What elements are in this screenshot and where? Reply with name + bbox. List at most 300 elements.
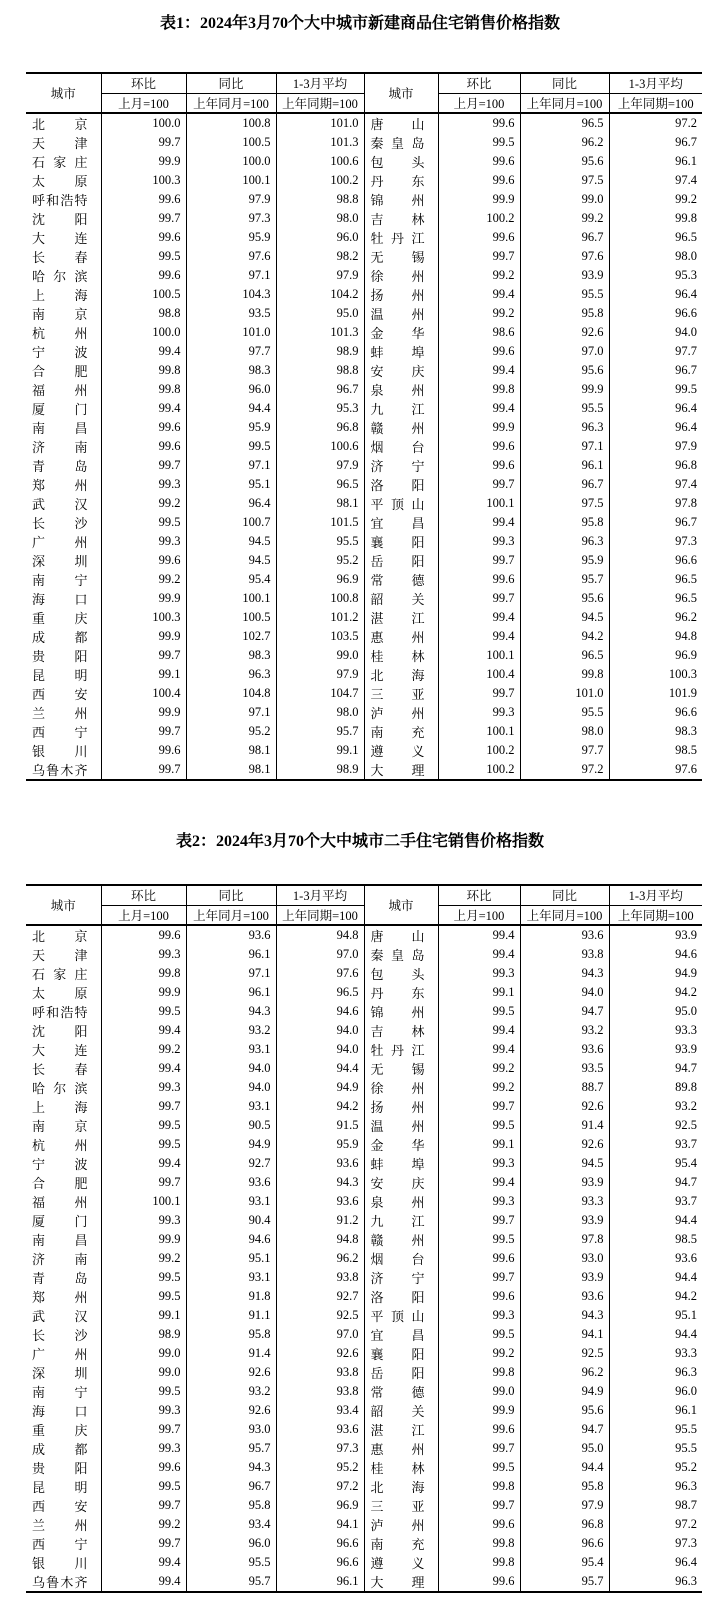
value-cell: 96.6 <box>609 551 702 570</box>
value-cell: 97.5 <box>520 494 609 513</box>
value-cell: 94.8 <box>276 1230 364 1249</box>
value-cell: 99.1 <box>438 983 520 1002</box>
value-cell: 93.7 <box>609 1135 702 1154</box>
value-cell: 99.4 <box>438 285 520 304</box>
value-cell: 99.7 <box>101 456 186 475</box>
city-cell: 石家庄 <box>32 967 88 982</box>
city-cell: 大连 <box>32 1043 88 1058</box>
city-cell: 无锡 <box>364 1059 438 1078</box>
city-cell: 韶关 <box>364 1401 438 1420</box>
value-cell: 97.2 <box>609 1515 702 1534</box>
value-cell: 93.5 <box>186 304 276 323</box>
value-cell: 88.7 <box>520 1078 609 1097</box>
value-cell: 97.3 <box>609 1534 702 1553</box>
table-row <box>26 247 702 266</box>
value-cell: 99.6 <box>438 1515 520 1534</box>
value-cell: 97.0 <box>276 1325 364 1344</box>
value-cell: 100.2 <box>276 171 364 190</box>
table-row <box>26 1116 702 1135</box>
value-cell: 99.3 <box>438 1192 520 1211</box>
city-cell: 北京 <box>32 117 88 132</box>
table-row <box>26 1382 702 1401</box>
value-cell: 97.9 <box>609 437 702 456</box>
city-cell: 南宁 <box>32 1385 88 1400</box>
value-cell: 99.5 <box>438 1002 520 1021</box>
value-cell: 95.8 <box>520 1477 609 1496</box>
value-cell: 101.3 <box>276 323 364 342</box>
city-cell: 遵义 <box>364 1553 438 1572</box>
value-cell: 94.5 <box>520 608 609 627</box>
value-cell: 99.9 <box>438 418 520 437</box>
value-cell: 94.4 <box>609 1211 702 1230</box>
value-cell: 95.3 <box>609 266 702 285</box>
value-cell: 94.7 <box>609 1059 702 1078</box>
value-cell: 94.6 <box>186 1230 276 1249</box>
value-cell: 92.6 <box>520 323 609 342</box>
value-cell: 93.0 <box>186 1420 276 1439</box>
value-cell: 95.5 <box>186 1553 276 1572</box>
value-cell: 96.3 <box>186 665 276 684</box>
value-cell: 99.4 <box>101 1154 186 1173</box>
value-cell: 95.5 <box>520 703 609 722</box>
value-cell: 96.5 <box>276 983 364 1002</box>
value-cell: 96.6 <box>276 1553 364 1572</box>
value-cell: 95.2 <box>276 1458 364 1477</box>
value-cell: 100.5 <box>186 133 276 152</box>
table-row <box>26 1515 702 1534</box>
city-cell: 泉州 <box>364 380 438 399</box>
col-subheader-avg-base-left: 上年同期=100 <box>276 93 364 113</box>
value-cell: 99.5 <box>101 513 186 532</box>
city-cell: 深圳 <box>32 554 88 569</box>
value-cell: 93.3 <box>609 1344 702 1363</box>
value-cell: 97.2 <box>276 1477 364 1496</box>
value-cell: 100.0 <box>101 323 186 342</box>
city-cell: 西安 <box>32 1499 88 1514</box>
value-cell: 95.5 <box>609 1439 702 1458</box>
value-cell: 99.6 <box>101 190 186 209</box>
col-header-mom-left: 环比 <box>101 73 186 93</box>
value-cell: 99.6 <box>438 113 520 133</box>
table-row <box>26 1534 702 1553</box>
value-cell: 99.6 <box>438 342 520 361</box>
value-cell: 93.9 <box>520 1173 609 1192</box>
value-cell: 95.7 <box>520 1572 609 1592</box>
city-cell: 兰州 <box>32 1518 88 1533</box>
table-row <box>26 418 702 437</box>
value-cell: 93.6 <box>186 925 276 945</box>
value-cell: 98.6 <box>438 323 520 342</box>
value-cell: 99.4 <box>101 1572 186 1592</box>
city-cell: 北海 <box>364 665 438 684</box>
value-cell: 93.3 <box>609 1021 702 1040</box>
city-cell: 厦门 <box>32 1214 88 1229</box>
city-cell: 西宁 <box>32 1537 88 1552</box>
city-cell: 常德 <box>364 570 438 589</box>
value-cell: 95.8 <box>186 1496 276 1515</box>
col-subheader-mom-base-right: 上月=100 <box>438 93 520 113</box>
value-cell: 96.2 <box>520 1363 609 1382</box>
col-subheader-avg-base-left: 上年同期=100 <box>276 905 364 925</box>
city-cell: 锦州 <box>364 1002 438 1021</box>
value-cell: 100.0 <box>186 152 276 171</box>
value-cell: 96.1 <box>186 983 276 1002</box>
value-cell: 98.9 <box>101 1325 186 1344</box>
city-cell: 重庆 <box>32 1423 88 1438</box>
city-cell: 南宁 <box>32 573 88 588</box>
table-row <box>26 475 702 494</box>
table-row <box>26 741 702 760</box>
value-cell: 94.9 <box>520 1382 609 1401</box>
value-cell: 95.5 <box>520 285 609 304</box>
value-cell: 99.6 <box>438 456 520 475</box>
table1-title: 表1：2024年3月70个大中城市新建商品住宅销售价格指数 <box>159 15 560 32</box>
col-subheader-yoy-base-right: 上年同月=100 <box>520 905 609 925</box>
value-cell: 100.2 <box>438 209 520 228</box>
table-row <box>26 1325 702 1344</box>
city-cell: 杭州 <box>32 326 88 341</box>
city-cell: 蚌埠 <box>364 342 438 361</box>
table2-secondhand-housing-price-index <box>26 884 702 1593</box>
value-cell: 92.5 <box>276 1306 364 1325</box>
table-row <box>26 1059 702 1078</box>
value-cell: 92.7 <box>186 1154 276 1173</box>
value-cell: 97.8 <box>609 494 702 513</box>
city-cell: 牡丹江 <box>364 228 438 247</box>
value-cell: 99.4 <box>101 399 186 418</box>
city-cell: 襄阳 <box>364 532 438 551</box>
value-cell: 94.2 <box>276 1097 364 1116</box>
city-cell: 徐州 <box>364 266 438 285</box>
value-cell: 99.4 <box>101 1021 186 1040</box>
city-cell: 宁波 <box>32 345 88 360</box>
value-cell: 101.9 <box>609 684 702 703</box>
value-cell: 96.6 <box>609 304 702 323</box>
value-cell: 93.3 <box>520 1192 609 1211</box>
city-cell: 大连 <box>32 231 88 246</box>
city-cell: 牡丹江 <box>364 1040 438 1059</box>
value-cell: 95.3 <box>276 399 364 418</box>
value-cell: 94.9 <box>186 1135 276 1154</box>
value-cell: 102.7 <box>186 627 276 646</box>
value-cell: 94.1 <box>520 1325 609 1344</box>
value-cell: 91.8 <box>186 1287 276 1306</box>
value-cell: 99.6 <box>438 152 520 171</box>
value-cell: 99.9 <box>520 380 609 399</box>
value-cell: 99.5 <box>438 1458 520 1477</box>
value-cell: 98.2 <box>276 247 364 266</box>
value-cell: 96.0 <box>276 228 364 247</box>
table-row <box>26 1458 702 1477</box>
value-cell: 99.7 <box>101 133 186 152</box>
city-cell: 天津 <box>32 136 88 151</box>
value-cell: 93.6 <box>276 1154 364 1173</box>
value-cell: 93.6 <box>276 1420 364 1439</box>
value-cell: 99.4 <box>438 1021 520 1040</box>
value-cell: 99.3 <box>101 1211 186 1230</box>
city-cell: 吉林 <box>364 1021 438 1040</box>
city-cell: 贵阳 <box>32 649 88 664</box>
value-cell: 93.6 <box>609 1249 702 1268</box>
city-cell: 北海 <box>364 1477 438 1496</box>
city-cell: 徐州 <box>364 1078 438 1097</box>
city-cell: 成都 <box>32 630 88 645</box>
col-header-mom-right: 环比 <box>438 885 520 905</box>
value-cell: 92.5 <box>520 1344 609 1363</box>
table-row <box>26 1135 702 1154</box>
city-cell: 温州 <box>364 1116 438 1135</box>
value-cell: 99.3 <box>438 703 520 722</box>
value-cell: 99.7 <box>101 1496 186 1515</box>
table-row <box>26 1268 702 1287</box>
city-cell: 宜昌 <box>364 513 438 532</box>
city-cell: 锦州 <box>364 190 438 209</box>
value-cell: 99.1 <box>101 1306 186 1325</box>
value-cell: 99.7 <box>101 760 186 780</box>
value-cell: 103.5 <box>276 627 364 646</box>
value-cell: 99.7 <box>101 1173 186 1192</box>
value-cell: 93.5 <box>520 1059 609 1078</box>
value-cell: 99.6 <box>101 418 186 437</box>
city-cell: 常德 <box>364 1382 438 1401</box>
city-cell: 合肥 <box>32 364 88 379</box>
table-row <box>26 925 702 945</box>
value-cell: 99.7 <box>438 1439 520 1458</box>
value-cell: 99.2 <box>101 494 186 513</box>
value-cell: 99.1 <box>438 1135 520 1154</box>
value-cell: 94.2 <box>609 1287 702 1306</box>
value-cell: 99.2 <box>438 1059 520 1078</box>
city-cell: 洛阳 <box>364 475 438 494</box>
table-row <box>26 285 702 304</box>
value-cell: 97.1 <box>186 456 276 475</box>
col-header-yoy-left: 同比 <box>186 885 276 905</box>
value-cell: 96.0 <box>609 1382 702 1401</box>
value-cell: 97.1 <box>186 703 276 722</box>
table-row <box>26 589 702 608</box>
value-cell: 99.8 <box>438 1553 520 1572</box>
value-cell: 99.4 <box>438 361 520 380</box>
value-cell: 98.3 <box>609 722 702 741</box>
col-subheader-mom-base-right: 上月=100 <box>438 905 520 925</box>
value-cell: 98.1 <box>186 760 276 780</box>
table-row <box>26 1439 702 1458</box>
city-cell: 长沙 <box>32 1328 88 1343</box>
table-row <box>26 323 702 342</box>
value-cell: 96.6 <box>276 1534 364 1553</box>
table-row <box>26 171 702 190</box>
value-cell: 99.2 <box>438 304 520 323</box>
value-cell: 99.3 <box>101 1078 186 1097</box>
city-cell: 乌鲁木齐 <box>32 1575 88 1590</box>
value-cell: 99.7 <box>101 1097 186 1116</box>
value-cell: 96.2 <box>520 133 609 152</box>
value-cell: 99.3 <box>101 1401 186 1420</box>
value-cell: 99.3 <box>438 964 520 983</box>
table-row <box>26 1078 702 1097</box>
city-cell: 武汉 <box>32 497 88 512</box>
value-cell: 99.6 <box>438 1287 520 1306</box>
col-header-city-left: 城市 <box>26 73 101 113</box>
value-cell: 93.9 <box>609 1040 702 1059</box>
col-header-city-left: 城市 <box>26 885 101 925</box>
value-cell: 97.2 <box>520 760 609 780</box>
value-cell: 99.2 <box>101 1249 186 1268</box>
value-cell: 97.9 <box>276 456 364 475</box>
value-cell: 99.4 <box>438 608 520 627</box>
city-cell: 包头 <box>364 964 438 983</box>
table-row <box>26 133 702 152</box>
value-cell: 93.2 <box>186 1382 276 1401</box>
value-cell: 99.1 <box>276 741 364 760</box>
value-cell: 104.2 <box>276 285 364 304</box>
table-row <box>26 665 702 684</box>
col-header-avg-right: 1-3月平均 <box>609 73 702 93</box>
city-cell: 沈阳 <box>32 1024 88 1039</box>
table-row <box>26 190 702 209</box>
value-cell: 94.2 <box>609 983 702 1002</box>
col-header-avg-left: 1-3月平均 <box>276 885 364 905</box>
value-cell: 99.5 <box>438 1230 520 1249</box>
city-cell: 泉州 <box>364 1192 438 1211</box>
value-cell: 99.6 <box>101 925 186 945</box>
value-cell: 99.7 <box>438 551 520 570</box>
city-cell: 昆明 <box>32 668 88 683</box>
col-subheader-yoy-base-left: 上年同月=100 <box>186 905 276 925</box>
value-cell: 91.4 <box>186 1344 276 1363</box>
value-cell: 94.3 <box>520 1306 609 1325</box>
city-cell: 三亚 <box>364 1496 438 1515</box>
value-cell: 100.6 <box>276 437 364 456</box>
value-cell: 99.5 <box>438 133 520 152</box>
city-cell: 丹东 <box>364 983 438 1002</box>
value-cell: 99.8 <box>438 1477 520 1496</box>
value-cell: 98.3 <box>186 646 276 665</box>
value-cell: 97.4 <box>609 171 702 190</box>
value-cell: 99.3 <box>438 532 520 551</box>
city-cell: 济宁 <box>364 1268 438 1287</box>
col-subheader-avg-base-right: 上年同期=100 <box>609 905 702 925</box>
col-header-yoy-right: 同比 <box>520 73 609 93</box>
value-cell: 97.2 <box>609 113 702 133</box>
value-cell: 97.1 <box>186 266 276 285</box>
value-cell: 99.7 <box>101 1534 186 1553</box>
value-cell: 97.6 <box>186 247 276 266</box>
table-row <box>26 983 702 1002</box>
value-cell: 92.5 <box>609 1116 702 1135</box>
city-cell: 郑州 <box>32 1290 88 1305</box>
city-cell: 西安 <box>32 687 88 702</box>
value-cell: 96.7 <box>186 1477 276 1496</box>
value-cell: 96.4 <box>609 285 702 304</box>
value-cell: 95.7 <box>186 1439 276 1458</box>
value-cell: 99.7 <box>438 589 520 608</box>
value-cell: 93.0 <box>520 1249 609 1268</box>
value-cell: 99.7 <box>438 247 520 266</box>
value-cell: 96.4 <box>186 494 276 513</box>
city-cell: 西宁 <box>32 725 88 740</box>
city-cell: 济南 <box>32 440 88 455</box>
value-cell: 99.6 <box>438 1420 520 1439</box>
value-cell: 101.2 <box>276 608 364 627</box>
value-cell: 99.2 <box>438 1078 520 1097</box>
value-cell: 91.5 <box>276 1116 364 1135</box>
table-row <box>26 1211 702 1230</box>
value-cell: 93.4 <box>186 1515 276 1534</box>
value-cell: 99.7 <box>438 475 520 494</box>
value-cell: 94.0 <box>186 1059 276 1078</box>
value-cell: 92.6 <box>520 1097 609 1116</box>
city-cell: 石家庄 <box>32 155 88 170</box>
city-cell: 南充 <box>364 722 438 741</box>
table-row <box>26 532 702 551</box>
city-cell: 唐山 <box>364 113 438 133</box>
value-cell: 99.5 <box>101 1268 186 1287</box>
value-cell: 99.5 <box>609 380 702 399</box>
value-cell: 93.2 <box>609 1097 702 1116</box>
value-cell: 94.3 <box>520 964 609 983</box>
table1-new-housing-price-index <box>26 72 702 781</box>
value-cell: 95.4 <box>609 1154 702 1173</box>
value-cell: 96.5 <box>609 570 702 589</box>
city-cell: 天津 <box>32 948 88 963</box>
value-cell: 99.2 <box>609 190 702 209</box>
city-cell: 南昌 <box>32 421 88 436</box>
value-cell: 91.1 <box>186 1306 276 1325</box>
table-row <box>26 570 702 589</box>
col-subheader-yoy-base-right: 上年同月=100 <box>520 93 609 113</box>
table-row <box>26 1249 702 1268</box>
value-cell: 96.7 <box>609 133 702 152</box>
value-cell: 100.6 <box>276 152 364 171</box>
table-row <box>26 722 702 741</box>
value-cell: 99.2 <box>438 266 520 285</box>
value-cell: 97.3 <box>276 1439 364 1458</box>
city-cell: 丹东 <box>364 171 438 190</box>
city-cell: 泸州 <box>364 703 438 722</box>
value-cell: 97.6 <box>520 247 609 266</box>
value-cell: 99.0 <box>438 1382 520 1401</box>
value-cell: 96.7 <box>520 475 609 494</box>
value-cell: 91.4 <box>520 1116 609 1135</box>
value-cell: 90.5 <box>186 1116 276 1135</box>
value-cell: 98.5 <box>609 741 702 760</box>
city-cell: 湛江 <box>364 608 438 627</box>
table-row <box>26 1230 702 1249</box>
col-header-yoy-left: 同比 <box>186 73 276 93</box>
value-cell: 99.6 <box>438 228 520 247</box>
city-cell: 九江 <box>364 1211 438 1230</box>
value-cell: 97.3 <box>609 532 702 551</box>
city-cell: 安庆 <box>364 361 438 380</box>
value-cell: 95.4 <box>520 1553 609 1572</box>
value-cell: 93.1 <box>186 1040 276 1059</box>
value-cell: 95.2 <box>276 551 364 570</box>
table-row <box>26 964 702 983</box>
value-cell: 99.2 <box>520 209 609 228</box>
value-cell: 97.0 <box>520 342 609 361</box>
value-cell: 96.1 <box>520 456 609 475</box>
value-cell: 97.7 <box>186 342 276 361</box>
value-cell: 99.4 <box>101 342 186 361</box>
city-cell: 南昌 <box>32 1233 88 1248</box>
city-cell: 泸州 <box>364 1515 438 1534</box>
city-cell: 宜昌 <box>364 1325 438 1344</box>
city-cell: 呼和浩特 <box>32 193 88 208</box>
value-cell: 95.8 <box>186 1325 276 1344</box>
col-subheader-avg-base-right: 上年同期=100 <box>609 93 702 113</box>
value-cell: 101.0 <box>186 323 276 342</box>
